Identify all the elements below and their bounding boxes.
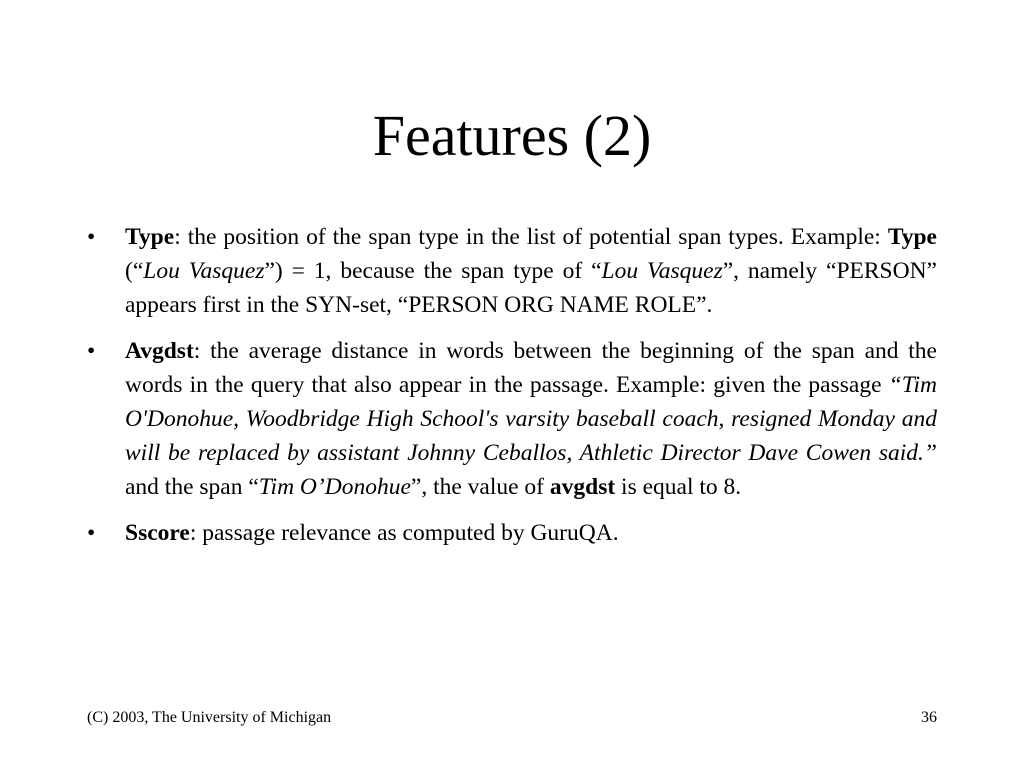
example-name: Lou Vasquez bbox=[143, 258, 265, 284]
bullet-text: ”, namely “PERSON” appears first in the SYN-set, “PERSON ORG NAME ROLE”. bbox=[125, 258, 937, 318]
bullet-icon: • bbox=[87, 338, 96, 364]
bullet-text: is equal to 8. bbox=[615, 474, 742, 500]
bullet-term: Avgdst bbox=[125, 338, 194, 364]
footer-page-number: 36 bbox=[921, 709, 937, 726]
bullet-term-inline: avgdst bbox=[549, 474, 616, 500]
bullet-text: and the span “ bbox=[125, 474, 259, 500]
example-span: Tim O’Donohue bbox=[258, 474, 411, 500]
bullet-text: : the position of the span type in the list of potential span types. Example: bbox=[174, 224, 888, 250]
footer-copyright: (C) 2003, The University of Michigan bbox=[87, 709, 332, 726]
example-passage: “Tim O'Donohue, Woodbridge High School's varsity baseball coach, resigned Monday and will be replaced by assistant Johnny Ceballos, Athletic Director Dave Cowen said.” bbox=[125, 372, 937, 466]
bullet-text: ”) = 1, because the span type of “ bbox=[264, 258, 602, 284]
bullet-list bbox=[87, 220, 937, 562]
bullet-text: ”, the value of bbox=[410, 474, 550, 500]
bullet-type bbox=[87, 220, 937, 322]
bullet-avgdst bbox=[87, 334, 937, 504]
slide-title: Features (2) bbox=[372, 103, 652, 168]
bullet-term: Type bbox=[125, 224, 175, 250]
bullet-sscore bbox=[87, 516, 937, 550]
bullet-text: (“ bbox=[125, 258, 144, 284]
bullet-text: : the average distance in words between the beginning of the span and the words in the query that also appear in the passage. Example: given the passage bbox=[125, 338, 937, 398]
bullet-icon: • bbox=[87, 520, 96, 546]
bullet-icon: • bbox=[87, 224, 96, 250]
bullet-term-inline: Type bbox=[887, 224, 937, 250]
bullet-term: Sscore bbox=[125, 520, 190, 546]
example-name: Lou Vasquez bbox=[601, 258, 723, 284]
bullet-text: : passage relevance as computed by GuruQA. bbox=[189, 520, 619, 546]
